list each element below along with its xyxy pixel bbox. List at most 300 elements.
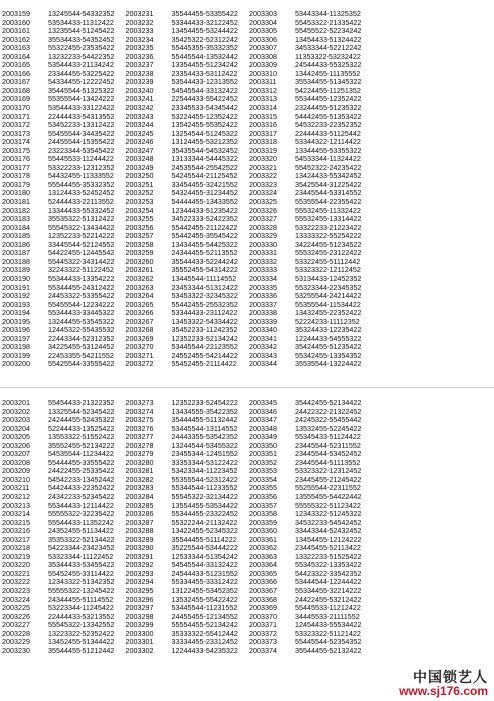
row-id: 2003374 [249,645,277,655]
row-id: 2003356 [249,492,277,502]
row-value: 53255544-24214422 [295,291,362,301]
row-value: 55442455-35545422 [171,231,238,241]
row-id: 2003355 [249,483,277,493]
row-value: 13554455-53534422 [171,500,238,510]
row-id: 2003339 [249,316,277,326]
row-id: 2003369 [249,603,277,613]
row-id: 2003265 [125,299,154,309]
row-id: 2003220 [2,560,30,570]
row-id: 2003234 [125,34,154,44]
row-id: 2003207 [2,449,30,459]
row-id: 2003221 [2,568,30,578]
row-value: 55445322-34314422 [48,256,115,266]
row-id: 2003267 [125,316,154,326]
row-value: 55322244-21132422 [171,517,238,527]
row-id: 2003254 [125,205,154,215]
row-id: 2003346 [249,406,277,416]
row-value: 34522333-52422352 [171,214,238,224]
row-value: 24342233-52345422 [48,492,115,502]
row-value: 13235544-51245422 [48,26,115,36]
row-id: 2003217 [2,534,30,544]
row-id: 2003354 [249,474,277,484]
row-id: 2003173 [2,128,30,138]
row-value: 35552455-52134222 [48,440,115,450]
row-id: 2003197 [2,333,30,343]
row-id: 2003372 [249,628,277,638]
row-value: 54542233-13452442 [48,474,115,484]
row-id: 2003209 [2,466,30,476]
row-value: 12343322-51245322 [295,509,362,519]
row-id: 2003285 [125,500,154,510]
row-id: 2003233 [125,26,154,36]
row-value: 13344455-53355322 [295,145,362,155]
row-value: 55454433-21322352 [48,398,115,407]
row-id: 2003309 [249,60,277,70]
row-value: 53444544-12244422 [295,577,362,587]
row-value: 54224455-11251352 [295,85,361,95]
row-id: 2003370 [249,611,277,621]
row-value: 55344433-12114422 [48,500,114,510]
row-id: 2003237 [125,60,154,70]
row-id: 2003239 [125,77,154,87]
row-id: 2003371 [249,620,277,630]
row-id: 2003165 [2,60,30,70]
row-value: 35552455-54314222 [171,265,238,275]
row-value: 53223344-11245422 [48,603,114,613]
row-value: 54245544-21125452 [171,171,238,181]
row-id: 2003301 [125,637,154,647]
row-value: 23345533-54345442 [171,103,238,113]
row-value: 55545322-13434422 [48,222,115,232]
row-value: 53322233-12312352 [48,162,115,172]
row-value: 12343322-51342352 [48,577,115,587]
row-id: 2003320 [249,154,277,164]
row-value: 55425544-33555422 [48,359,115,369]
row-value: 24453322-53355422 [48,291,115,301]
row-id: 2003321 [249,162,277,172]
row-value: 24344455-52113552 [171,248,238,258]
row-id: 2003324 [249,188,277,198]
row-id: 2003184 [2,222,30,232]
row-value: 53534433-11312422 [48,17,114,27]
row-id: 2003199 [2,350,30,360]
row-id: 2003210 [2,474,30,484]
row-id: 2003253 [125,197,154,207]
row-value: 13124455-53212352 [171,137,238,147]
row-value: 54442455-51353422 [295,111,362,121]
top-table-columns [0,10,494,369]
row-id: 2003349 [249,432,277,442]
row-id: 2003195 [2,316,30,326]
row-id: 2003271 [125,350,154,360]
row-value: 53544433-21134242 [48,60,114,70]
row-value: 53323344-11122452 [48,551,114,561]
row-value: 33353344-53122422 [171,457,238,467]
row-id: 2003317 [249,128,277,138]
row-id: 2003191 [2,282,30,292]
row-id: 2003315 [249,111,277,121]
row-value: 55355544-22355422 [295,197,362,207]
row-id: 2003351 [249,449,277,459]
row-id: 2003169 [2,94,30,104]
row-value: 53423344-11223452 [171,466,238,476]
row-value: 54334455-12222452 [48,77,115,87]
row-value: 13553322-51552422 [48,432,115,442]
row-id: 2003289 [125,534,154,544]
row-id: 2003201 [2,398,30,407]
row-id: 2003245 [125,128,154,138]
row-value: 55452322-24235422 [295,162,362,172]
row-id: 2003222 [2,577,30,587]
row-value: 55344455-12352422 [295,94,362,104]
row-value: 35425322-52312242 [171,34,238,44]
row-value: 22444433-51125442 [295,128,361,138]
row-id: 2003224 [2,594,30,604]
row-value: 13124433-52452452 [48,188,115,198]
row-value: 55445533-11212422 [295,603,361,613]
row-id: 2003164 [2,51,30,61]
row-value: 53323322-51121422 [295,628,361,638]
row-id: 2003302 [125,645,154,655]
row-id: 2003344 [249,359,277,369]
row-id: 2003305 [249,26,277,36]
row-value: 23223344-53545422 [48,145,115,155]
row-value: 55555322-32235422 [48,509,115,519]
row-value: 55344433-13354222 [48,273,115,283]
row-value: 54545544-33132422 [171,85,238,95]
row-id: 2003186 [2,239,30,249]
row-value: 34532233-54542452 [295,517,362,527]
row-id: 2003227 [2,620,30,630]
row-value: 22443344-52312352 [48,333,115,343]
row-id: 2003196 [2,325,30,335]
row-id: 2003187 [2,248,30,258]
row-value: 13432455-22352422 [295,308,362,318]
table-row [124,647,248,656]
row-value: 12352233-52454222 [171,398,238,407]
row-value: 55444455-33555422 [48,457,115,467]
row-value: 55532455-13314422 [295,214,362,224]
row-id: 2003216 [2,526,30,536]
row-value: 35452233-11242352 [171,325,238,335]
table-column [247,399,371,655]
table-column [0,399,124,655]
row-id: 2003300 [125,628,154,638]
row-id: 2003241 [125,94,154,104]
row-id: 2003258 [125,239,154,249]
row-id: 2003198 [2,342,30,352]
top-table [0,10,494,369]
row-value: 12244433-54555322 [295,333,362,343]
row-value: 35535544-13224422 [295,359,362,369]
row-id: 2003226 [2,611,30,621]
row-value: 53322455-51112442 [295,256,361,266]
row-id: 2003213 [2,500,30,510]
row-value: 55355544-52312422 [171,474,238,484]
row-id: 2003287 [125,517,154,527]
row-id: 2003298 [125,611,154,621]
row-value: 53322233-21223422 [295,222,362,232]
row-value: 53443344-11325352 [295,9,361,18]
row-id: 2003311 [249,77,277,87]
row-value: 13254544-51245322 [171,128,238,138]
row-value: 24544433-55325322 [295,60,362,70]
table-row [247,360,371,369]
row-value: 23445544-53452452 [295,449,362,459]
bottom-table-columns [0,399,494,655]
row-id: 2003336 [249,291,277,301]
table-column [124,10,248,369]
row-id: 2003194 [2,308,30,318]
row-id: 2003244 [125,120,154,130]
row-id: 2003176 [2,154,30,164]
row-value: 13322233-51525422 [295,551,362,561]
row-value: 12454433-55534422 [295,620,362,630]
row-value: 35445544-51325322 [48,85,115,95]
row-value: 12533344-51354242 [171,551,238,561]
row-id: 2003175 [2,145,30,155]
row-id: 2003314 [249,103,277,113]
row-id: 2003276 [125,423,154,433]
row-id: 2003249 [125,162,154,172]
row-value: 13232233-54422352 [48,51,115,61]
row-value: 35225544-53444222 [171,543,238,553]
row-value: 24544433-51231552 [171,568,238,578]
row-id: 2003335 [249,282,277,292]
row-value: 55455522-52234242 [295,26,362,36]
row-value: 23445544-53314552 [295,188,362,198]
row-id: 2003286 [125,509,154,519]
row-id: 2003282 [125,474,154,484]
row-value: 35544455-53355422 [171,9,238,18]
row-value: 13532455-52245422 [295,423,362,433]
row-value: 55344455-23322452 [171,509,238,519]
row-value: 13555455-54422442 [295,492,362,502]
row-id: 2003326 [249,205,277,215]
row-id: 2003342 [249,342,277,352]
row-id: 2003218 [2,543,30,553]
table-row [124,360,248,369]
row-id: 2003273 [125,398,154,407]
row-id: 2003296 [125,594,154,604]
row-value: 23453344-51312422 [171,282,238,292]
row-id: 2003280 [125,457,154,467]
row-value: 23354433-53112422 [171,68,238,78]
row-value: 55345322-13353422 [295,560,362,570]
row-value: 55453322-21335422 [295,17,362,27]
table-row [247,647,371,656]
row-id: 2003366 [249,577,277,587]
row-id: 2003269 [125,333,154,343]
row-id: 2003162 [2,34,30,44]
row-id: 2003170 [2,103,30,113]
row-id: 2003290 [125,543,154,553]
row-id: 2003343 [249,350,277,360]
watermark-brand: 中国锁艺人 [413,670,488,686]
row-value: 55334455-33312422 [171,577,238,587]
row-id: 2003182 [2,205,30,215]
row-value: 55345433-51124422 [295,432,361,442]
row-id: 2003304 [249,17,277,27]
row-value: 53445544-22123552 [171,342,238,352]
row-value: 55323344-22345352 [295,282,362,292]
row-id: 2003240 [125,85,154,95]
row-value: 54444455-13433552 [171,197,238,207]
row-value: 55544455-35332352 [48,179,115,189]
row-value: 52244433-13525422 [48,423,115,433]
row-id: 2003328 [249,222,277,232]
row-value: 13452455-51344422 [48,637,115,647]
row-id: 2003310 [249,68,277,78]
row-id: 2003332 [249,256,277,266]
row-id: 2003294 [125,577,154,587]
row-id: 2003334 [249,273,277,283]
row-id: 2003257 [125,231,154,241]
row-value: 13453322-54334422 [171,316,238,326]
row-id: 2003368 [249,594,277,604]
row-id: 2003350 [249,440,277,450]
row-value: 52444433-22113552 [48,197,114,207]
row-id: 2003331 [249,248,277,258]
row-id: 2003293 [125,568,154,578]
row-value: 32243322-51122452 [48,265,114,275]
row-id: 2003179 [2,179,30,189]
row-id: 2003341 [249,333,277,343]
row-value: 54535544-11234422 [48,449,114,459]
row-id: 2003319 [249,145,277,155]
row-value: 54424433-22352422 [48,483,115,493]
row-value: 54545544-33132422 [171,560,238,570]
row-id: 2003248 [125,154,154,164]
row-value: 55322455-23535422 [48,43,115,53]
row-value: 34224455-51234522 [295,239,362,249]
row-value: 55344433-33445322 [48,308,115,318]
row-id: 2003166 [2,68,30,78]
row-value: 55334455-32214222 [295,586,362,596]
row-value: 52224233-11112352 [295,316,360,326]
row-value: 53344433-32122452 [171,17,238,27]
row-value: 55545322-13342552 [48,620,115,630]
row-id: 2003337 [249,299,277,309]
row-id: 2003200 [2,359,30,369]
row-value: 55344455-24312422 [48,282,115,292]
row-value: 35333322-55412442 [171,628,238,638]
row-value: 53323322-12312452 [295,466,362,476]
row-value: 13434455-54425322 [171,239,238,249]
row-id: 2003263 [125,282,154,292]
row-id: 2003252 [125,188,154,198]
row-id: 2003284 [125,492,154,502]
row-value: 23244455-51235322 [295,103,362,113]
row-value: 13223322-52352422 [48,628,115,638]
row-value: 53445544-11231552 [171,603,238,613]
row-id: 2003358 [249,509,277,519]
row-id: 2003167 [2,77,30,87]
row-id: 2003262 [125,273,154,283]
row-value: 24422455-53212422 [295,594,362,604]
row-value: 35425544-31225422 [295,179,362,189]
row-value: 53134433-12452352 [295,273,362,283]
row-id: 2003299 [125,620,154,630]
row-id: 2003291 [125,551,154,561]
row-id: 2003193 [2,299,30,309]
row-value: 55355544-11534422 [295,299,361,309]
table-column [247,10,371,369]
row-value: 35435544-54532452 [171,145,238,155]
row-value: 24443355-53542352 [171,432,238,442]
row-value: 53445544-13114552 [171,423,238,433]
row-value: 53344433-23112422 [171,308,238,318]
row-id: 2003266 [125,308,154,318]
table-row [0,647,124,656]
row-value: 13122455-53452352 [171,586,238,596]
row-value: 35353322-52134422 [48,534,115,544]
row-value: 55255544-22311552 [295,483,361,493]
table-column [0,10,124,369]
row-value: 12244433-54235322 [171,645,238,655]
row-value: 55445544-52354352 [295,637,362,647]
row-value: 55452455-21114422 [171,359,237,369]
row-value: 13325544-52345422 [48,406,115,416]
row-id: 2003308 [249,51,277,61]
row-value: 53323322-12112452 [295,265,361,275]
row-id: 2003229 [2,637,30,647]
row-value: 33443344-52432452 [295,526,362,536]
row-value: 35534433-54352452 [48,34,115,44]
row-value: 13454455-12124222 [295,534,362,544]
row-value: 22444433-54313552 [48,111,115,121]
row-id: 2003325 [249,197,277,207]
row-value: 55532455-23122422 [295,248,362,258]
row-id: 2003223 [2,586,30,596]
row-value: 55355544-13424222 [48,94,115,104]
row-id: 2003205 [2,432,30,442]
row-id: 2003230 [2,645,30,655]
row-id: 2003333 [249,265,277,275]
row-value: 23445544-51113552 [295,457,361,467]
row-id: 2003188 [2,256,30,266]
row-value: 13133344-54445322 [171,154,238,164]
row-id: 2003274 [125,406,154,416]
row-id: 2003361 [249,534,277,544]
row-value: 55545322-32134422 [171,492,238,502]
row-id: 2003364 [249,560,277,570]
row-value: 23344455-53225422 [48,68,115,78]
row-value: 54423322-33542352 [295,568,362,578]
row-value: 13245544-54332352 [48,9,115,18]
row-value: 55554455-52134242 [171,620,238,630]
row-id: 2003292 [125,560,154,570]
row-value: 24352455-51134422 [48,526,114,536]
row-id: 2003163 [2,43,30,53]
row-value: 24245322-55455442 [295,415,362,425]
row-id: 2003278 [125,440,154,450]
row-id: 2003259 [125,248,154,258]
row-id: 2003306 [249,34,277,44]
row-id: 2003185 [2,231,30,241]
row-id: 2003307 [249,43,277,53]
row-value: 55342455-13354352 [295,350,362,360]
row-id: 2003225 [2,603,30,613]
row-id: 2003204 [2,423,30,433]
row-id: 2003183 [2,214,30,224]
row-id: 2003256 [125,222,154,232]
row-id: 2003353 [249,466,277,476]
table-row [0,360,124,369]
table-column [124,399,248,655]
row-value: 13354455-51234242 [171,60,238,70]
row-value: 55555322-51123422 [295,500,361,510]
